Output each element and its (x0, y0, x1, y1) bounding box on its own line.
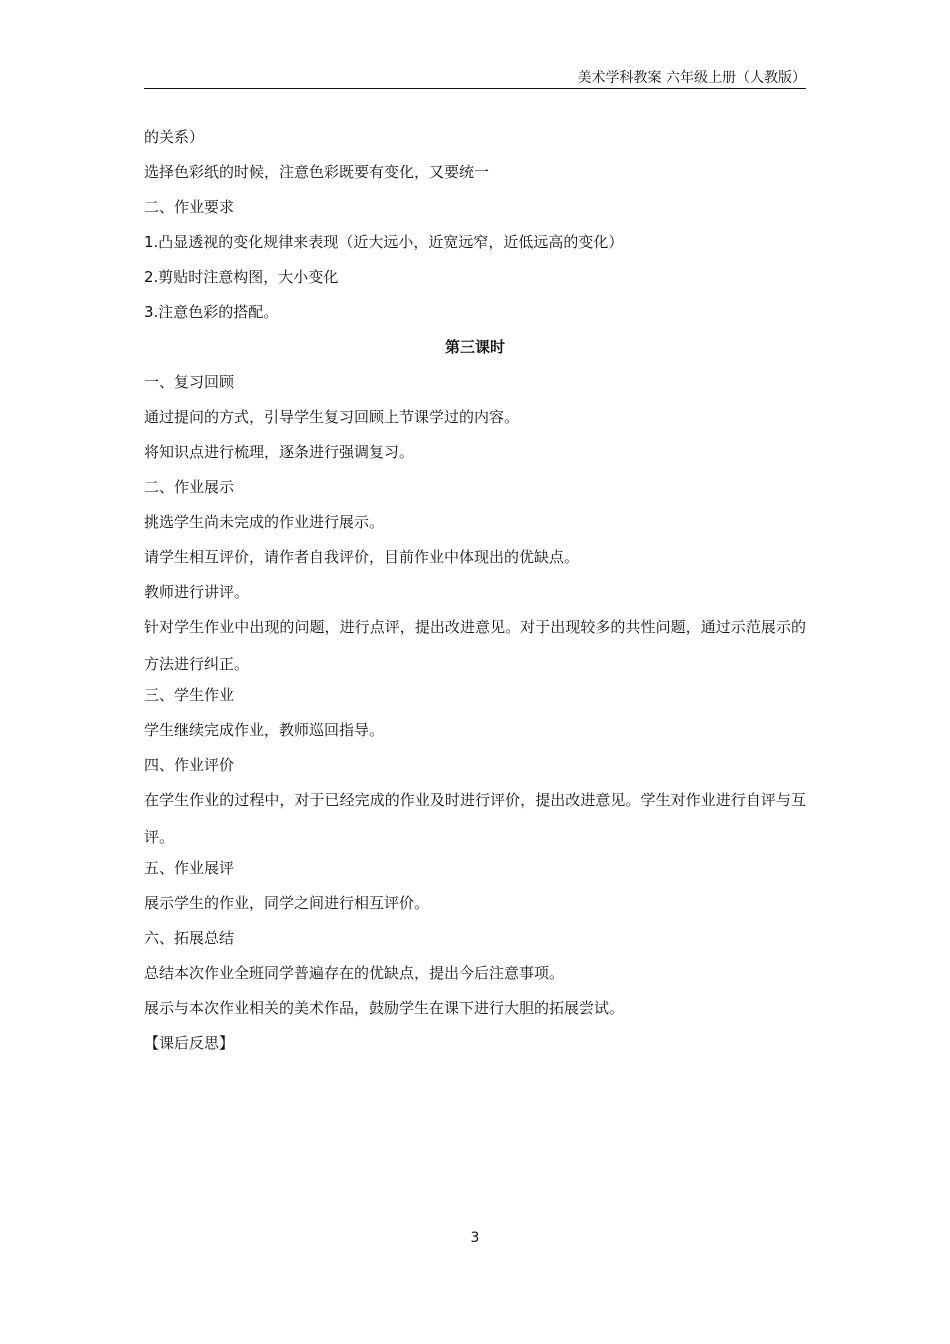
text-line: 展示学生的作业，同学之间进行相互评价。 (144, 894, 430, 912)
section-heading: 六、拓展总结 (144, 929, 235, 947)
text-line: 2.剪贴时注意构图，大小变化 (144, 268, 339, 286)
section-heading: 一、复习回顾 (144, 373, 235, 391)
reflection-heading: 【课后反思】 (144, 1034, 235, 1052)
header-rule (144, 88, 806, 89)
text-line: 挑选学生尚未完成的作业进行展示。 (144, 513, 385, 531)
section-heading: 五、作业展评 (144, 859, 235, 877)
document-body (144, 123, 806, 1064)
text-line: 3.注意色彩的搭配。 (144, 303, 279, 321)
section-heading: 三、学生作业 (144, 686, 235, 704)
text-line: 通过提问的方式，引导学生复习回顾上节课学过的内容。 (144, 408, 520, 426)
text-line: 将知识点进行梳理，逐条进行强调复习。 (144, 443, 415, 461)
page-header: 美术学科教案 六年级上册（人教版） (577, 70, 806, 86)
text-line: 展示与本次作业相关的美术作品，鼓励学生在课下进行大胆的拓展尝试。 (144, 999, 625, 1017)
section-heading: 二、作业展示 (144, 478, 235, 496)
section-heading: 四、作业评价 (144, 756, 235, 774)
text-line: 教师进行讲评。 (144, 583, 250, 601)
text-line: 总结本次作业全班同学普遍存在的优缺点，提出今后注意事项。 (144, 964, 565, 982)
text-paragraph: 针对学生作业中出现的问题，进行点评，提出改进意见。对于出现较多的共性问题，通过示范展示的方法进行纠正。 (144, 618, 806, 673)
text-paragraph: 在学生作业的过程中，对于已经完成的作业及时进行评价，提出改进意见。学生对作业进行自评与互评。 (144, 791, 806, 846)
text-line: 选择色彩纸的时候，注意色彩既要有变化，又要统一 (144, 163, 490, 181)
page-number: 3 (470, 1230, 480, 1246)
section-heading: 二、作业要求 (144, 198, 235, 216)
text-line: 的关系） (144, 128, 205, 146)
text-line: 请学生相互评价，请作者自我评价，目前作业中体现出的优缺点。 (144, 548, 580, 566)
lesson-title: 第三课时 (444, 338, 505, 356)
text-line: 学生继续完成作业，教师巡回指导。 (144, 721, 385, 739)
text-line: 1.凸显透视的变化规律来表现（近大远小，近宽远窄，近低远高的变化） (144, 233, 624, 251)
